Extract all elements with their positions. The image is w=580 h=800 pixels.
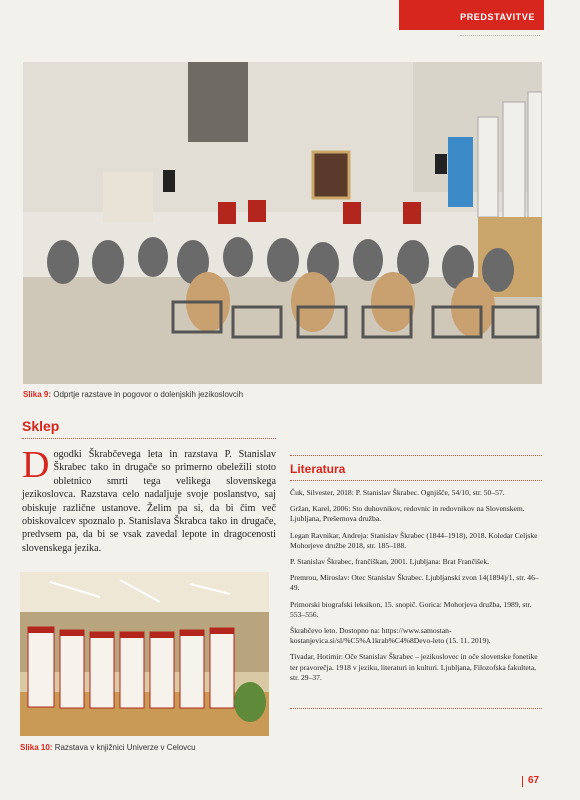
literature-bottom-rule [290, 708, 542, 709]
section-label: PREDSTAVITVE [460, 12, 535, 22]
literature-item: Primorski biografski leksikon, 15. snopič. Gorica: Mohorjeva družba, 1989, str. 553–556. [290, 599, 532, 619]
literature-item: Legan Ravnikar, Andreja: Stanislav Škrabec (1844–1918), 2018. Koledar Celjske Mohorjeve družbe 2018, str. 185–188. [290, 530, 538, 550]
event-photo [23, 62, 542, 384]
literature-list [290, 488, 542, 689]
figure-caption-label: Slika 9: [23, 390, 52, 399]
page-number: 67 [528, 775, 540, 786]
literature-item: P. Stanislav Škrabec, frančiškan, 2001. Ljubljana: Brat Frančišek. [290, 557, 490, 567]
figure-caption-2 [20, 743, 196, 752]
conclusion-text: ogodki Škrabčevega leta in razstava P. Stanislav Škrabec tako in drugače so primerno obeležili stoto obletnico smrti tega velikega slovenskega jezikoslovca. Razstava celo nadaljuje svoje poslanstvo, saj obiskuje različne ustanove. Želim pa si, da bi čim več obiskovalcev spoznalo p. Stanislava Škrabca tako in drugače, predvsem pa, da bi se vsak zavedal lepote in dragocenosti slovenskega jezika. [22, 449, 276, 554]
literature-divider [290, 480, 542, 481]
section-divider [22, 438, 276, 439]
section-title: Sklep [22, 418, 60, 434]
exhibition-photo-illustration [20, 572, 269, 736]
figure-caption-label: Slika 10: [20, 743, 53, 752]
literature-item: Čuk, Silvester, 2018: P. Stanislav Škrabec. Ognjišče, 54/10, str. 50–57. [290, 488, 505, 497]
event-photo-illustration [23, 62, 542, 384]
literature-title: Literatura [290, 462, 346, 476]
literature-item: Tivadar, Hotimir: Oče Stanislav Škrabec – jezikoslovec in oče slovenske fonetike ter pravorečja. 1918 v jeziku, literaturi in kulturi. Ljubljana, Filozofska fakulteta, str. 29–37. [290, 652, 538, 682]
dropcap-letter: D [22, 444, 50, 486]
figure-caption-text: Odprtje razstave in pogovor o dolenjskih jezikoslovcih [51, 390, 244, 399]
section-header-bar [399, 0, 544, 30]
header-divider [460, 35, 540, 36]
figure-caption-1 [23, 390, 243, 399]
literature-top-rule [290, 455, 542, 456]
figure-caption-text: Razstava v knjižnici Univerze v Celovcu [52, 743, 196, 752]
exhibition-photo [20, 572, 269, 736]
literature-item: Premrou, Miroslav: Otec Stanislav Škrabec. Ljubljanski zvon 14(1894)/1, str. 46–49. [290, 573, 539, 593]
literature-item: Škrabčevo leto. Dostopno na: https://www.samostan-kostanjevica.si/sl/%C5%A1krab%C4%8Devo-leto (15. 11. 2019). [290, 626, 491, 646]
literature-item: Gržan, Karel, 2006: Sto duhovnikov, redovnic in redovnikov na Slovenskem. Ljubljana, Prešernova družba. [290, 504, 525, 524]
conclusion-paragraph [22, 444, 276, 555]
